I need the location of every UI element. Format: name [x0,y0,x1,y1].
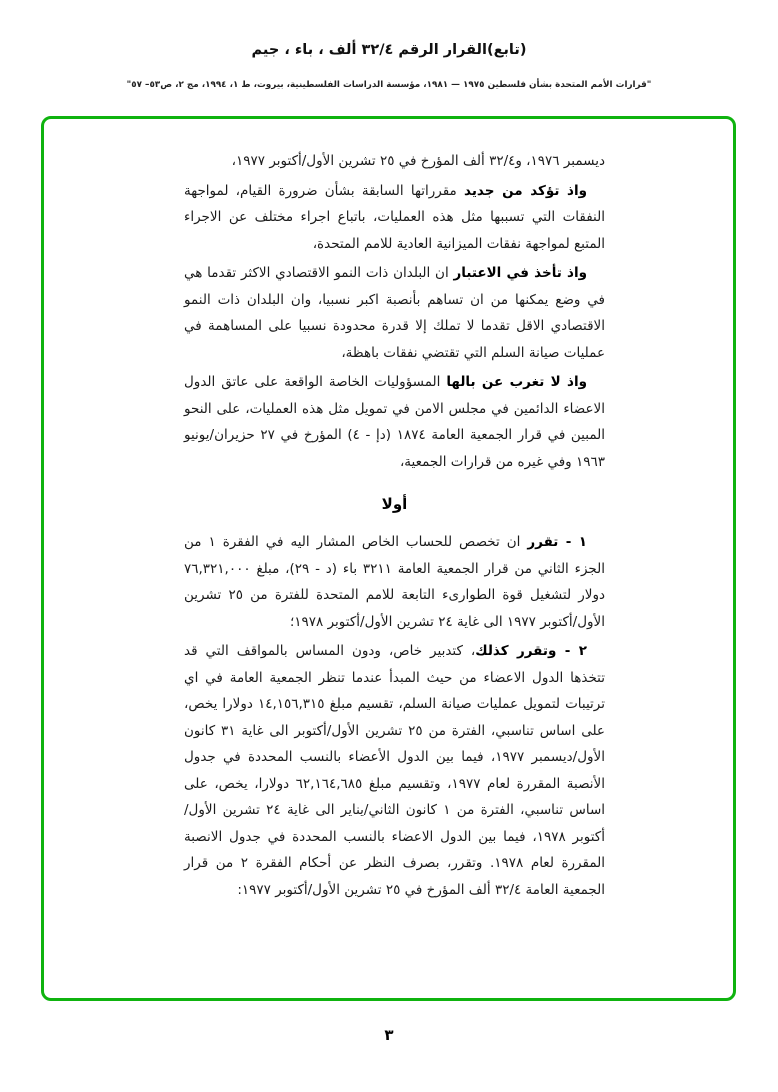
source-citation: "قرارات الأمم المتحدة بشأن فلسطين ١٩٧٥ — ١٩٨١، مؤسسة الدراسات الفلسطينية، بيروت، ط ١، ١٩٩٤، مج ٢، ص٥٣– ٥٧" [126,80,652,90]
preamble-paragraph [184,148,605,175]
text-column [184,148,605,906]
paragraph-lead: ١ - تقرر [527,534,587,550]
operative-paragraph [184,529,605,635]
paragraph-text: ان البلدان ذات النمو الاقتصادي الاكثر تقدما هي في وضع يمكنها من ان تساهم بأنصبة اكبر نسبيا، وان البلدان ذات النمو الاقتصادي الاقل تقدما لا تملك إلا قدرة محدودة نسبيا على المساهمة في عمليات صيانة السلم التي تقتضي نفقات باهظة، [184,265,605,361]
paragraph-text: ان تخصص للحساب الخاص المشار اليه في الفقرة ١ من الجزء الثاني من قرار الجمعية العامة ٣٢١١ باء (د - ٢٩)، مبلغ ٧٦,٣٢١,٠٠٠ دولار لتشغيل قوة الطوارىء التابعة للامم المتحدة للفترة من ٢٥ تشرين الأول/أكتوبر ١٩٧٧ الى غاية ٢٤ تشرين الأول/أكتوبر ١٩٧٨؛ [184,534,605,630]
paragraph-text: ديسمبر ١٩٧٦، و٣٢/٤ ألف المؤرخ في ٢٥ تشرين الأول/أكتوبر ١٩٧٧، [231,153,605,169]
preamble-paragraph [184,369,605,475]
section-heading: أولا [381,495,408,513]
operative-paragraph [184,638,605,903]
paragraph-text: المسؤوليات الخاصة الواقعة على عاتق الدول الاعضاء الدائمين في مجلس الامن في تمويل مثل هذه العمليات، على النحو المبين في قرار الجمعية العامة ١٨٧٤ (دإ - ٤) المؤرخ في ٢٧ حزيران/يونيو ١٩٦٣ وفي غيره من قرارات الجمعية، [184,374,605,470]
paragraph-text: مقرراتها السابقة بشأن ضرورة القيام، لمواجهة النفقات التي تسببها مثل هذه العمليات، باتباع اجراء مختلف عن الاجراء المتبع لمواجهة نفقات الميزانية العادية للامم المتحدة، [184,182,605,252]
paragraph-text: ، كتدبير خاص، ودون المساس بالمواقف التي قد تتخذها الدول الاعضاء من حيث المبدأ عندما تنظر الجمعية العامة في اي ترتيبات لتمويل عمليات صيانة السلم، تقسيم مبلغ ١٤,١٥٦,٣١٥ دولارا يخص، على اساس تناسبي، الفترة من ٢٥ تشرين الأول/أكتوبر الى غاية ٣١ كانون الأول/ديسمبر ١٩٧٧، فيما بين الدول الأعضاء بالنسب المحددة في جدول الأنصبة المقررة لعام ١٩٧٧، وتقسيم مبلغ ٦٢,١٦٤,٦٨٥ دولارا، يخص، على اساس تناسبي، الفترة من ١ كانون الثاني/يناير الى غاية ٢٤ تشرين الأول/أكتوبر ١٩٧٨، فيما بين الدول الاعضاء بالنسب المحددة في جدول الانصبة المقررة لعام ١٩٧٨. وتقرر، بصرف النظر عن أحكام الفقرة ٢ من قرار الجمعية العامة ٣٢/٤ ألف المؤرخ في ٢٥ تشرين الأول/أكتوبر ١٩٧٧: [184,643,606,898]
page-number: ٣ [384,1026,394,1044]
paragraph-lead: واذ لا تغرب عن بالها [446,374,587,390]
document-title: (تابع)القرار الرقم ٣٢/٤ ألف ، باء ، جيم [251,42,527,58]
paragraph-lead: واذ تؤكد من جديد [464,182,587,199]
paragraph-lead: واذ تأخذ في الاعتبار [453,265,587,281]
preamble-paragraph [184,178,605,258]
paragraph-lead: ٢ - وتقرر كذلك [475,643,588,659]
preamble-paragraph [184,260,605,366]
